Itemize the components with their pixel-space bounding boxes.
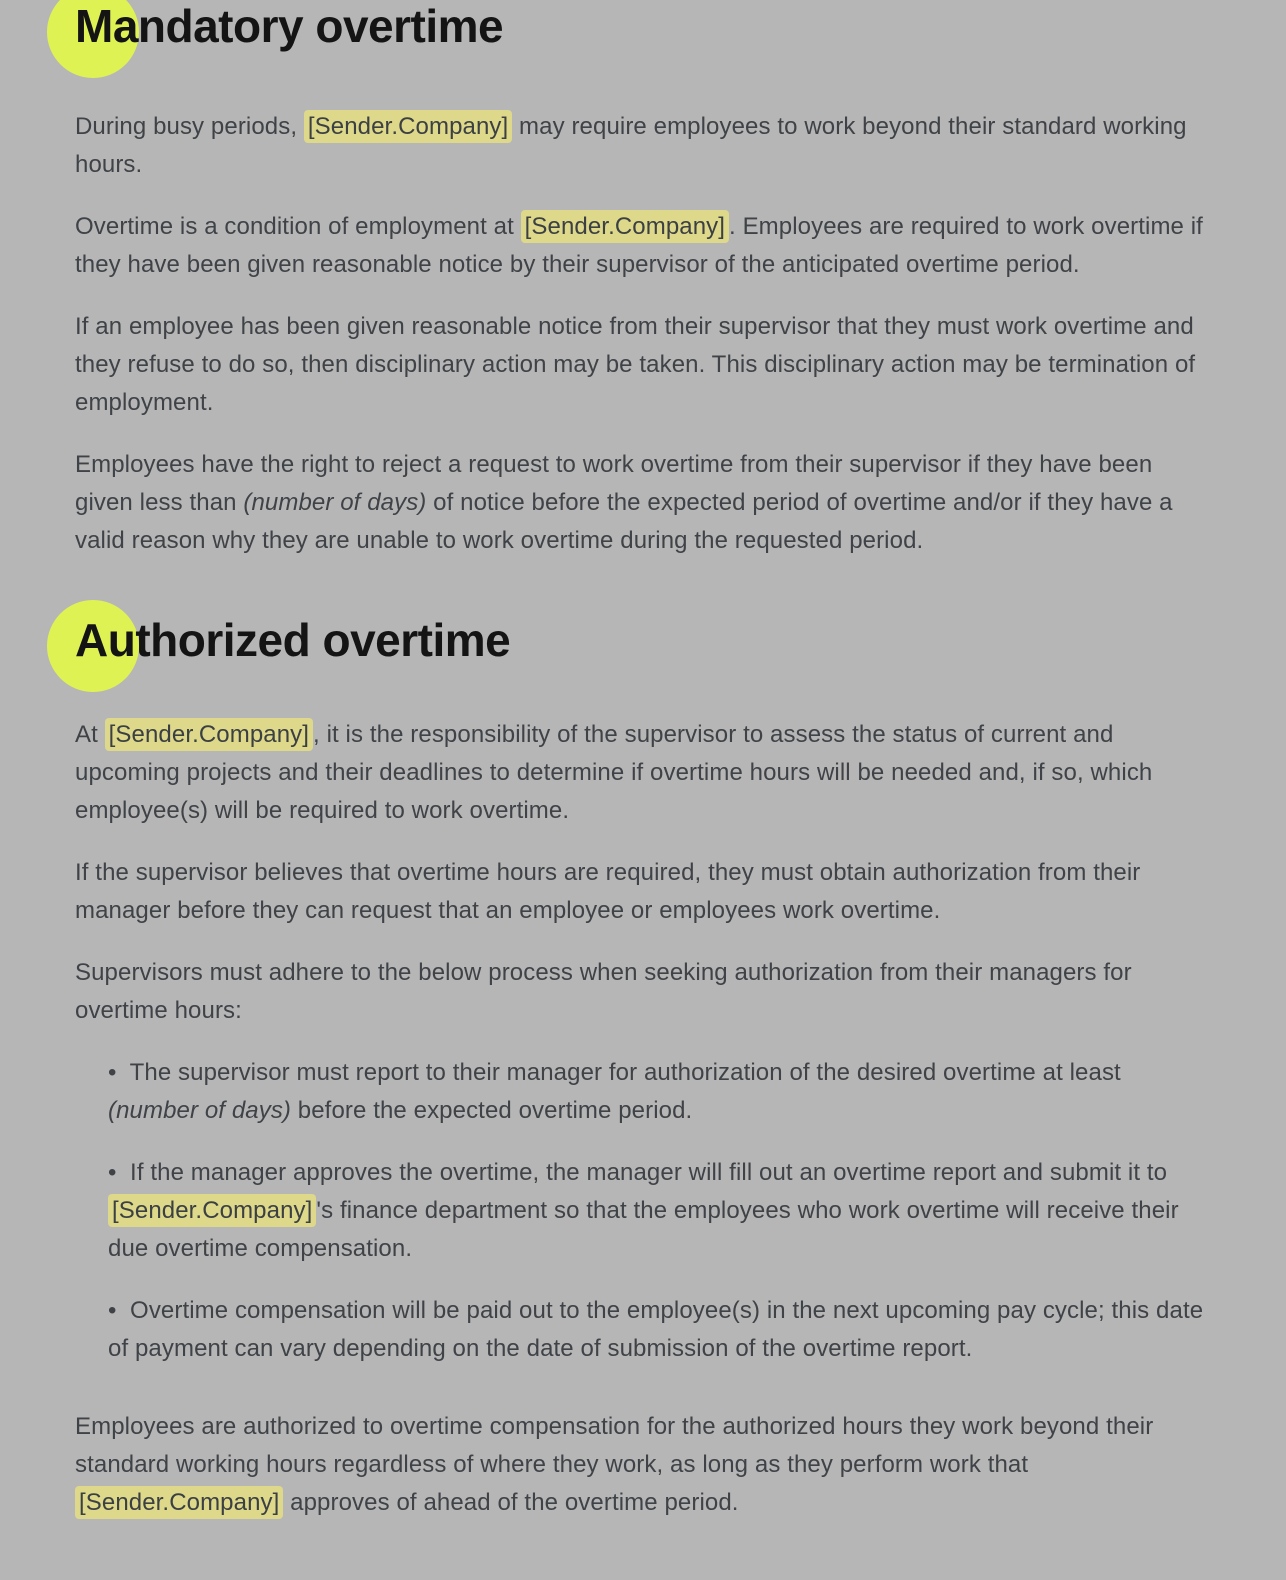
text-run: At xyxy=(75,721,105,748)
list-item xyxy=(108,1292,1216,1368)
text-run: Employees have the right to reject a request to work overtime from their supervisor if they have been given less than xyxy=(75,451,1153,516)
sender-company-token[interactable]: [Sender.Company] xyxy=(105,718,313,751)
text-run: If the manager approves the overtime, the manager will fill out an overtime report and submit it to xyxy=(130,1159,1168,1186)
sender-company-token[interactable]: [Sender.Company] xyxy=(521,210,729,243)
section-heading xyxy=(75,0,1216,52)
text-run: If an employee has been given reasonable notice from their supervisor that they must work overtime and they refuse to do so, then disciplinary action may be taken. This disciplinary action may be termination of employment. xyxy=(75,313,1196,416)
paragraph xyxy=(75,716,1216,830)
text-run: of notice before the expected period of overtime and/or if they have a valid reason why they are unable to work overtime during the requested period. xyxy=(75,489,1173,554)
paragraph xyxy=(75,1408,1216,1522)
paragraph xyxy=(75,446,1216,560)
sender-company-token[interactable]: [Sender.Company] xyxy=(108,1194,316,1227)
text-run: The supervisor must report to their manager for authorization of the desired overtime at least xyxy=(129,1059,1121,1086)
text-run: , it is the responsibility of the supervisor to assess the status of current and upcoming projects and their deadlines to determine if overtime hours will be needed and, if so, which employee(s) will be required to work overtime. xyxy=(75,721,1153,824)
section-heading-text: Mandatory overtime xyxy=(75,0,504,52)
text-run: Overtime compensation will be paid out to the employee(s) in the next upcoming pay cycle; this date of payment can vary depending on the date of submission of the overtime report. xyxy=(108,1297,1204,1362)
placeholder-text: (number of days) xyxy=(108,1097,292,1124)
bullet-icon: • xyxy=(108,1159,131,1186)
paragraph xyxy=(75,854,1216,930)
text-run: During busy periods, xyxy=(75,113,304,140)
paragraph xyxy=(75,954,1216,1030)
text-run: before the expected overtime period. xyxy=(291,1097,693,1124)
paragraph xyxy=(75,108,1216,184)
text-run: Employees are authorized to overtime compensation for the authorized hours they work beyond their standard working hours regardless of where they work, as long as they perform work that xyxy=(75,1413,1154,1478)
placeholder-text: (number of days) xyxy=(243,489,427,516)
list-item xyxy=(108,1154,1216,1268)
text-run: Supervisors must adhere to the below process when seeking authorization from their managers for overtime hours: xyxy=(75,959,1132,1024)
section-heading-text: Authorized overtime xyxy=(75,614,511,666)
sender-company-token[interactable]: [Sender.Company] xyxy=(75,1486,283,1519)
bullet-icon: • xyxy=(108,1297,131,1324)
text-run: approves of ahead of the overtime period. xyxy=(283,1489,739,1516)
list-item xyxy=(108,1054,1216,1130)
paragraph xyxy=(75,208,1216,284)
text-run: If the supervisor believes that overtime hours are required, they must obtain authorization from their manager before they can request that an employee or employees work overtime. xyxy=(75,859,1141,924)
text-run: may require employees to work beyond their standard working hours. xyxy=(75,113,1187,178)
section-heading xyxy=(75,614,1216,666)
text-run: 's finance department so that the employees who work overtime will receive their due overtime compensation. xyxy=(108,1197,1179,1262)
sender-company-token[interactable]: [Sender.Company] xyxy=(304,110,512,143)
bullet-list xyxy=(75,1054,1216,1368)
text-run: Overtime is a condition of employment at xyxy=(75,213,521,240)
paragraph xyxy=(75,308,1216,422)
bullet-icon: • xyxy=(108,1059,130,1086)
text-run: . Employees are required to work overtime if they have been given reasonable notice by their supervisor of the anticipated overtime period. xyxy=(75,213,1203,278)
